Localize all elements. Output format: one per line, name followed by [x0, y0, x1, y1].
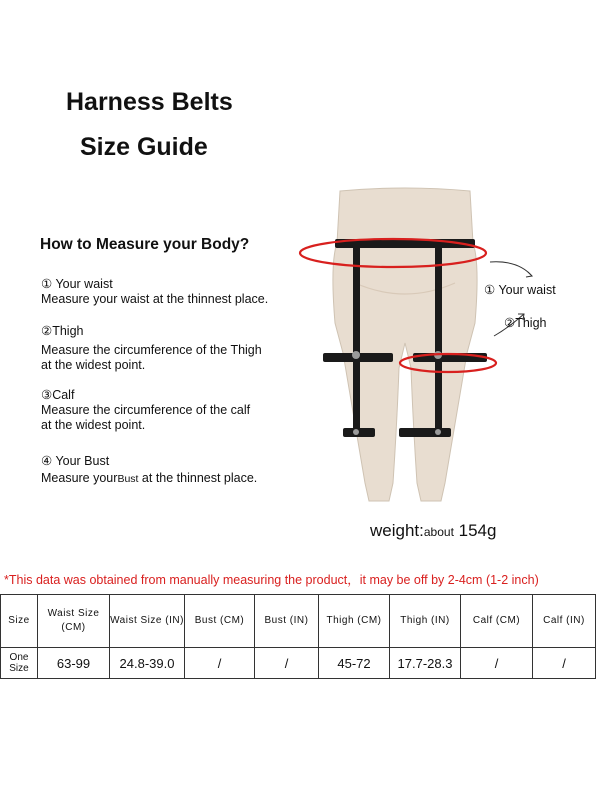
step-2-desc-line-2: at the widest point.	[41, 358, 146, 372]
weight-info	[370, 521, 496, 541]
table-header-cell: Bust (CM)	[185, 595, 255, 648]
table-header-cell: Calf (CM)	[461, 595, 533, 648]
table-cell: /	[533, 648, 596, 679]
step-2-label: ②Thigh	[41, 324, 84, 338]
table-header-cell: Calf (IN)	[533, 595, 596, 648]
measurement-notice: *This data was obtained from manually measuring the product，it may be off by 2-4cm (1-2 inch)	[4, 573, 539, 587]
step-1-label: ① Your waist	[41, 277, 113, 291]
table-cell: /	[255, 648, 319, 679]
how-to-heading: How to Measure your Body?	[40, 236, 250, 253]
table-header-cell: Waist Size (IN)	[110, 595, 185, 648]
size-table	[0, 594, 596, 679]
step-4-label: ④ Your Bust	[41, 454, 110, 468]
step-3-label: ③Calf	[41, 388, 75, 402]
table-header-cell: Thigh (CM)	[319, 595, 390, 648]
figure-label-waist: ① Your waist	[484, 283, 556, 297]
title-line-1: Harness Belts	[66, 88, 233, 116]
step-3-desc-line-1: Measure the circumference of the calf	[41, 403, 251, 417]
step-3-desc-line-2: at the widest point.	[41, 418, 146, 432]
table-header-cell: Bust (IN)	[255, 595, 319, 648]
step-2-desc-line-1: Measure the circumference of the Thigh	[41, 343, 262, 357]
table-row	[1, 648, 596, 679]
step-1-desc: Measure your waist at the thinnest place.	[41, 292, 269, 306]
table-cell: /	[185, 648, 255, 679]
table-cell: One Size	[1, 648, 38, 679]
table-header-cell: Waist Size (CM)	[38, 595, 110, 648]
weight-qualifier: about	[423, 525, 454, 539]
figure-label-thigh: ②Thigh	[504, 316, 547, 330]
weight-value: 154g	[458, 521, 497, 540]
mannequin-illustration	[295, 183, 515, 513]
table-header-cell: Size	[1, 595, 38, 648]
table-header-row	[1, 595, 596, 648]
table-cell: 24.8-39.0	[110, 648, 185, 679]
weight-label: weight:	[370, 521, 424, 540]
title-line-2: Size Guide	[80, 133, 208, 161]
step-4-desc: Measure yourBust at the thinnest place.	[41, 471, 258, 485]
table-cell: 45-72	[319, 648, 390, 679]
table-cell: /	[461, 648, 533, 679]
table-header-cell: Thigh (IN)	[390, 595, 461, 648]
table-cell: 63-99	[38, 648, 110, 679]
table-cell: 17.7-28.3	[390, 648, 461, 679]
